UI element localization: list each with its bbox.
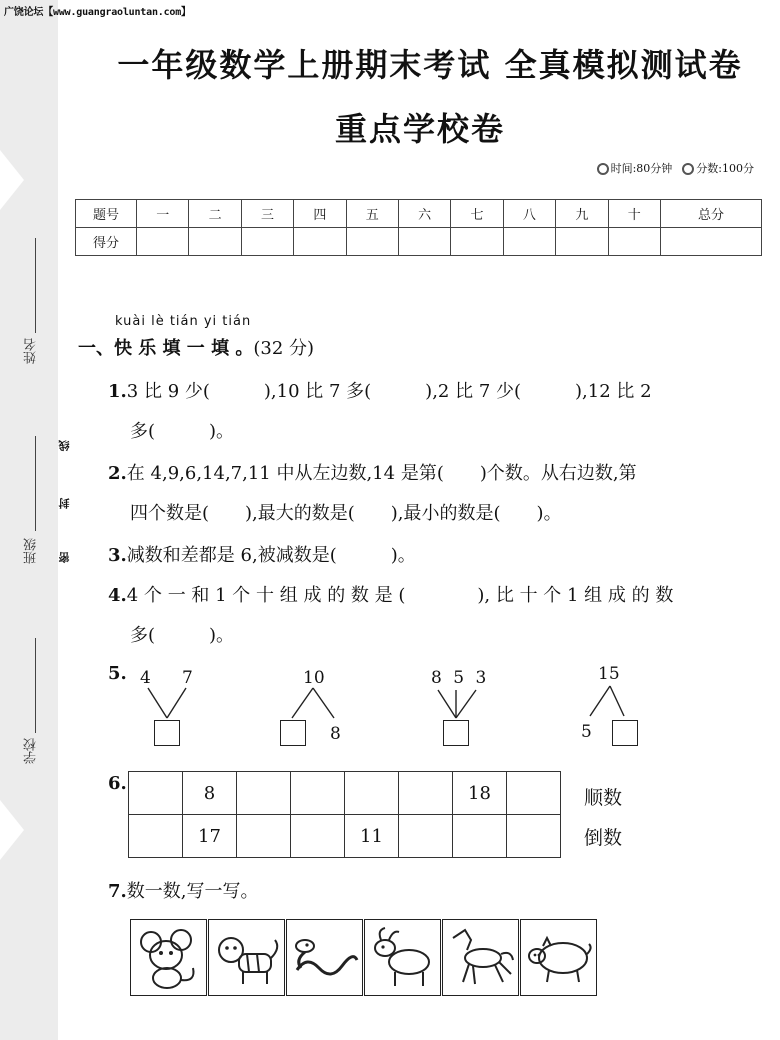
school-label: 学校 — [24, 738, 39, 764]
question-4: 4.4 个 一 和 1 个 十 组 成 的 数 是 ( ), 比 十 个 1 组 成 的 数 — [108, 585, 674, 606]
score-row-label: 题号 — [76, 200, 137, 228]
seq-cell[interactable] — [507, 772, 561, 815]
score-col-header: 一 — [137, 200, 189, 228]
seal-secret-mark: 密 — [58, 552, 71, 563]
score-cell[interactable] — [503, 228, 555, 256]
class-label: 班级 — [24, 538, 39, 564]
name-write-line[interactable] — [35, 238, 36, 333]
score-col-header: 七 — [451, 200, 503, 228]
question-1: 1.3 比 9 少( ),10 比 7 多( ),2 比 7 少( ),12 比 2 — [108, 381, 652, 402]
seal-line-mark: 线 — [58, 440, 71, 451]
tree-number: 15 — [598, 664, 620, 684]
snake-icon — [286, 919, 363, 996]
exam-meta — [597, 160, 754, 176]
question-2: 2.在 4,9,6,14,7,11 中从左边数,14 是第( )个数。从右边数,第 — [108, 463, 637, 484]
score-info: 分数:100分 — [682, 160, 754, 176]
number-tree-1 — [130, 668, 210, 748]
question-1-cont: 多( )。 — [130, 421, 235, 442]
goat-icon — [364, 919, 441, 996]
score-col-header: 二 — [189, 200, 241, 228]
seq-cell[interactable]: 17 — [183, 815, 237, 858]
seq-cell[interactable] — [507, 815, 561, 858]
exam-subtitle: 重点学校卷 — [334, 110, 505, 148]
seq-cell[interactable]: 18 — [453, 772, 507, 815]
seq-cell[interactable] — [237, 772, 291, 815]
score-cell[interactable] — [137, 228, 189, 256]
backward-label: 倒数 — [584, 827, 623, 849]
score-col-header: 十 — [608, 200, 660, 228]
score-cell[interactable] — [189, 228, 241, 256]
score-row-label: 得分 — [76, 228, 137, 256]
question-2-cont: 四个数是( ),最大的数是( ),最小的数是( )。 — [130, 503, 562, 524]
clock-icon — [597, 163, 609, 175]
question-3: 3.减数和差都是 6,被减数是( )。 — [108, 545, 416, 566]
score-col-header: 四 — [294, 200, 346, 228]
watermark: 广饶论坛【www.guangraoluntan.com】 — [4, 7, 191, 18]
time-info: 时间:80分钟 — [597, 160, 673, 176]
score-table-header-row — [76, 200, 762, 228]
score-col-header: 六 — [398, 200, 450, 228]
tiger-icon — [208, 919, 285, 996]
seq-cell[interactable] — [291, 815, 345, 858]
score-cell[interactable] — [660, 228, 761, 256]
seq-cell[interactable] — [453, 815, 507, 858]
seq-cell[interactable]: 8 — [183, 772, 237, 815]
question-7: 7.数一数,写一写。 — [108, 881, 259, 902]
answer-box[interactable] — [280, 720, 306, 746]
score-col-header: 总分 — [660, 200, 761, 228]
answer-box[interactable] — [612, 720, 638, 746]
seq-cell[interactable] — [345, 772, 399, 815]
seq-cell[interactable] — [399, 815, 453, 858]
score-cell[interactable] — [608, 228, 660, 256]
tree-number: 5 — [581, 722, 592, 742]
seq-cell[interactable] — [399, 772, 453, 815]
score-cell[interactable] — [556, 228, 608, 256]
answer-box[interactable] — [154, 720, 180, 746]
seq-cell[interactable] — [291, 772, 345, 815]
score-cell[interactable] — [346, 228, 398, 256]
number-tree-3 — [428, 668, 498, 748]
margin-notch — [0, 150, 24, 210]
class-write-line[interactable] — [35, 436, 36, 531]
margin-notch — [0, 800, 24, 860]
section-pinyin: kuài lè tián yi tián — [115, 314, 252, 329]
score-table — [75, 199, 762, 256]
answer-box[interactable] — [443, 720, 469, 746]
question-5-number: 5. — [108, 663, 127, 684]
score-cell[interactable] — [451, 228, 503, 256]
tree-number: 8 — [330, 724, 341, 744]
seq-cell[interactable] — [129, 772, 183, 815]
exam-title: 一年级数学上册期末考试 全真模拟测试卷 — [117, 46, 743, 84]
tree-number: 10 — [303, 668, 325, 688]
score-col-header: 九 — [556, 200, 608, 228]
number-tree-2 — [278, 668, 368, 748]
seq-cell[interactable]: 11 — [345, 815, 399, 858]
trophy-icon — [682, 163, 694, 175]
question-6-number: 6. — [108, 773, 127, 794]
question-4-cont: 多( )。 — [130, 625, 235, 646]
school-write-line[interactable] — [35, 638, 36, 733]
score-cell[interactable] — [398, 228, 450, 256]
pig-icon — [520, 919, 597, 996]
number-tree-4 — [578, 664, 648, 748]
score-col-header: 八 — [503, 200, 555, 228]
forward-row — [129, 772, 561, 815]
score-cell[interactable] — [294, 228, 346, 256]
score-col-header: 五 — [346, 200, 398, 228]
mouse-icon — [130, 919, 207, 996]
tree-number: 8 5 3 — [431, 668, 490, 688]
seal-seal-mark: 封 — [58, 498, 71, 509]
horse-icon — [442, 919, 519, 996]
section-title: 一、快 乐 填 一 填 。(32 分) — [78, 338, 315, 359]
backward-row — [129, 815, 561, 858]
score-table-score-row — [76, 228, 762, 256]
tree-number: 4 — [140, 668, 151, 688]
seq-cell[interactable] — [237, 815, 291, 858]
forward-label: 顺数 — [584, 787, 623, 809]
score-cell[interactable] — [241, 228, 293, 256]
tree-number: 7 — [182, 668, 193, 688]
score-col-header: 三 — [241, 200, 293, 228]
name-label: 姓名 — [24, 338, 39, 364]
number-sequence-table — [128, 771, 561, 858]
seq-cell[interactable] — [129, 815, 183, 858]
